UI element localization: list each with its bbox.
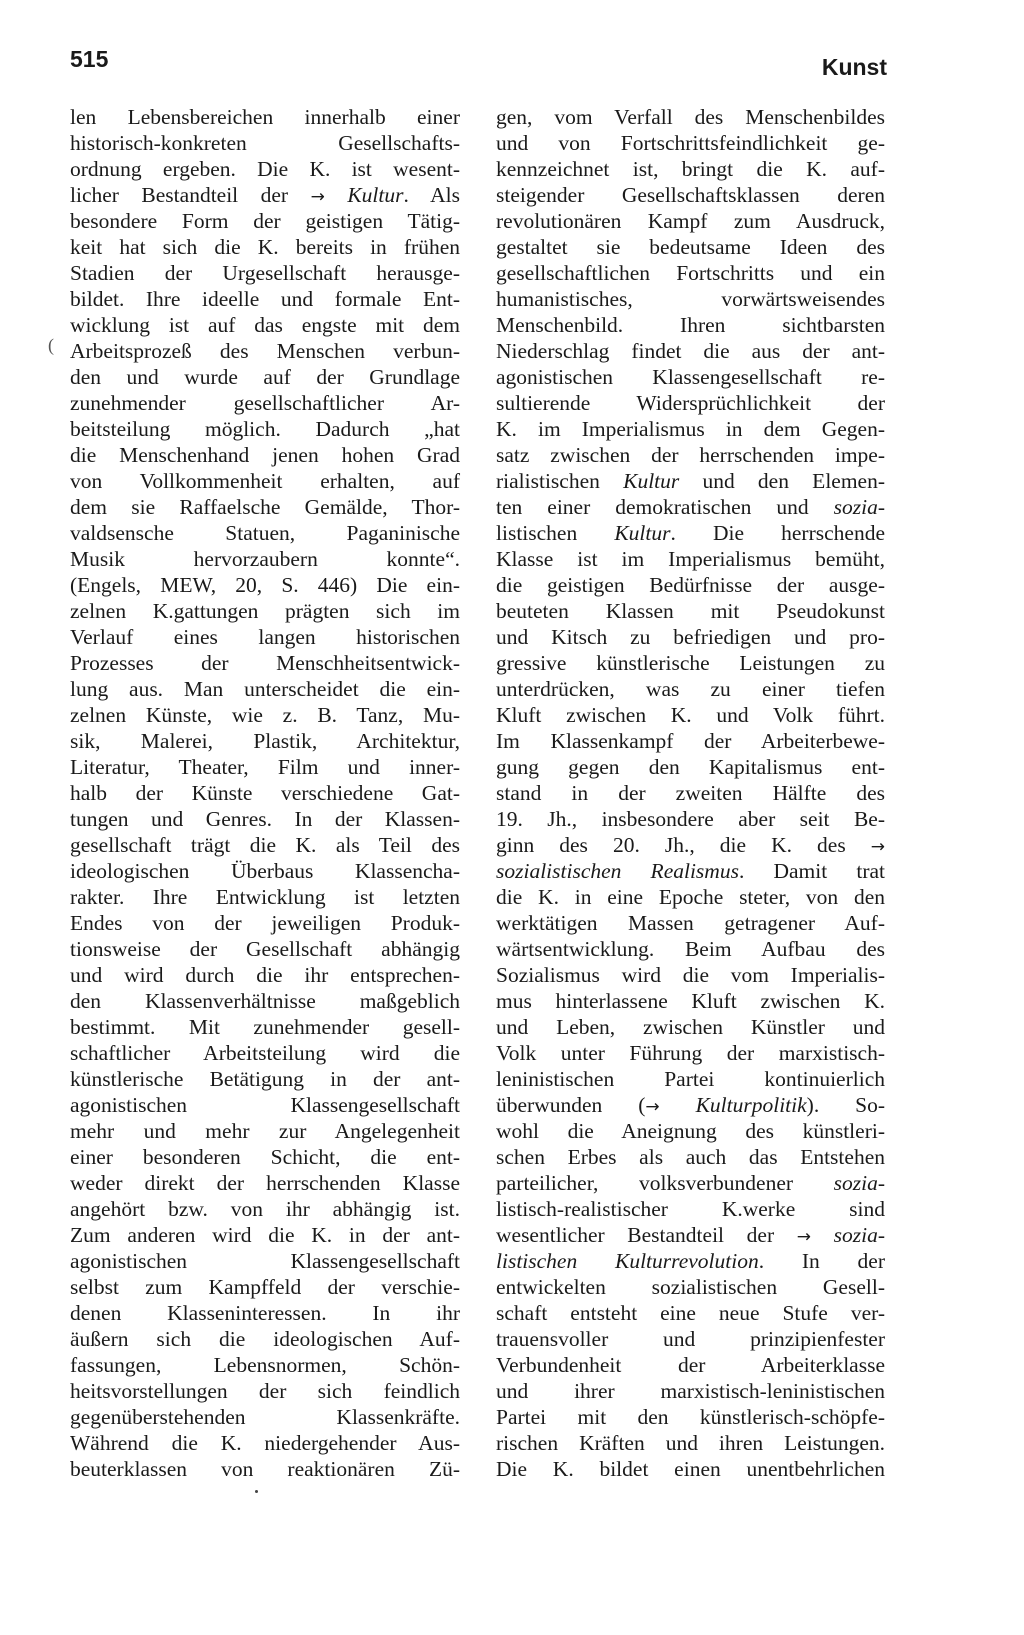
text-line: licher Bestandteil der → Kultur. Als: [70, 183, 461, 207]
text-line: und Kitsch zu befriedigen und pro-: [496, 625, 885, 649]
text-line: Stadien der Urgesellschaft herausge-: [70, 261, 460, 285]
text-line: halb der Künste verschiedene Gat-: [70, 781, 460, 805]
text-line: Niederschlag findet die aus der ant-: [496, 339, 885, 363]
text-line: gung gegen den Kapitalismus ent-: [496, 755, 885, 779]
text-line: schaftlicher Arbeitsteilung wird die: [70, 1041, 460, 1065]
text-line: (Engels, MEW, 20, S. 446) Die ein-: [70, 573, 460, 597]
text-line: revolutionären Kampf zum Ausdruck,: [496, 209, 885, 233]
text-line: agonistischen Klassengesellschaft re-: [496, 365, 885, 389]
text-line: lung aus. Man unterscheidet die ein-: [70, 677, 460, 701]
text-line: die geistigen Bedürfnisse der ausge-: [496, 573, 885, 597]
text-line: agonistischen Klassengesellschaft: [70, 1249, 460, 1273]
text-line: wicklung ist auf das engste mit dem: [70, 313, 460, 337]
text-line: mus hinterlassene Kluft zwischen K.: [496, 989, 885, 1013]
text-line: mehr und mehr zur Angelegenheit: [70, 1119, 460, 1143]
text-line: rialistischen Kultur und den Elemen-: [496, 469, 886, 493]
text-line: sozialistischen Realismus. Damit trat: [496, 859, 885, 883]
text-line: einer besonderen Schicht, die ent-: [70, 1145, 460, 1169]
print-speck: [255, 1490, 258, 1493]
text-line: wärtsentwicklung. Beim Aufbau des: [496, 937, 885, 961]
text-line: besondere Form der geistigen Tätig-: [70, 209, 460, 233]
text-line: angehört bzw. von ihr abhängig ist.: [70, 1197, 460, 1221]
text-line: gen, vom Verfall des Menschenbildes: [496, 105, 885, 129]
text-line: bestimmt. Mit zunehmender gesell-: [70, 1015, 460, 1039]
page-number: 515: [70, 46, 109, 72]
text-line: ordnung ergeben. Die K. ist wesent-: [70, 157, 460, 181]
text-line: und Leben, zwischen Künstler und: [496, 1015, 885, 1039]
text-line: gesellschaftlichen Fortschritts und ein: [496, 261, 885, 285]
text-line: unterdrücken, was zu einer tiefen: [496, 677, 885, 701]
text-line: beuteten Klassen mit Pseudokunst: [496, 599, 885, 623]
text-line: zelnen Künste, wie z. B. Tanz, Mu-: [70, 703, 460, 727]
text-line: kennzeichnet ist, bringt die K. auf-: [496, 157, 885, 181]
text-line: gesellschaft trägt die K. als Teil des: [70, 833, 460, 857]
text-line: Partei mit den künstlerisch-schöpfe-: [496, 1405, 885, 1429]
text-line: die K. in eine Epoche steter, von den: [496, 885, 885, 909]
text-line: selbst zum Kampffeld der verschie-: [70, 1275, 460, 1299]
text-line: rischen Kräften und ihren Leistungen.: [496, 1431, 885, 1455]
text-line: schaft entsteht eine neue Stufe ver-: [496, 1301, 885, 1325]
text-line: gegenüberstehenden Klassenkräfte.: [70, 1405, 460, 1429]
text-line: gestaltet sie bedeutsame Ideen des: [496, 235, 885, 259]
text-line: Sozialismus wird die vom Imperialis-: [496, 963, 885, 987]
text-line: die Menschenhand jenen hohen Grad: [70, 443, 460, 467]
text-line: schen Erbes als auch das Entstehen: [496, 1145, 885, 1169]
text-line: werktätigen Massen getragener Auf-: [496, 911, 885, 935]
text-line: beuterklassen von reaktionären Zü-: [70, 1457, 460, 1481]
text-line: len Lebensbereichen innerhalb einer: [70, 105, 460, 129]
text-line: Literatur, Theater, Film und inner-: [70, 755, 460, 779]
text-line: historisch-konkreten Gesellschafts-: [70, 131, 460, 155]
text-line: listisch-realistischer K.werke sind: [496, 1197, 885, 1221]
text-line: und ihrer marxistisch-leninistischen: [496, 1379, 885, 1403]
text-line: Zum anderen wird die K. in der ant-: [70, 1223, 460, 1247]
text-line: Menschenbild. Ihren sichtbarsten: [496, 313, 885, 337]
text-line: tionsweise der Gesellschaft abhängig: [70, 937, 460, 961]
text-line: Verlauf eines langen historischen: [70, 625, 460, 649]
text-line: satz zwischen der herrschenden impe-: [496, 443, 885, 467]
text-line: Die K. bildet einen unentbehrlichen: [496, 1457, 885, 1481]
text-line: den und wurde auf der Grundlage: [70, 365, 460, 389]
text-line: heitsvorstellungen der sich feindlich: [70, 1379, 460, 1403]
text-line: rakter. Ihre Entwicklung ist letzten: [70, 885, 460, 909]
text-line: Musik hervorzaubern konnte“.: [70, 547, 460, 571]
running-head: Kunst: [821, 54, 887, 80]
text-line: beitsteilung möglich. Dadurch „hat: [70, 417, 460, 441]
text-line: Volk unter Führung der marxistisch-: [496, 1041, 885, 1065]
text-line: ten einer demokratischen und sozia-: [496, 495, 885, 519]
text-line: Prozesses der Menschheitsentwick-: [70, 651, 460, 675]
text-line: Arbeitsprozeß des Menschen verbun-: [70, 339, 460, 363]
text-line: 19. Jh., insbesondere aber seit Be-: [496, 807, 885, 831]
left-column: [70, 104, 460, 1482]
text-line: wohl die Aneignung des künstleri-: [496, 1119, 885, 1143]
text-line: stand in der zweiten Hälfte des: [496, 781, 885, 805]
text-line: entwickelten sozialistischen Gesell-: [496, 1275, 885, 1299]
text-line: steigender Gesellschaftsklassen deren: [496, 183, 885, 207]
text-line: Im Klassenkampf der Arbeiterbewe-: [496, 729, 885, 753]
text-line: leninistischen Partei kontinuierlich: [496, 1067, 885, 1091]
text-line: valdsensche Statuen, Paganinische: [70, 521, 460, 545]
text-line: und von Fortschrittsfeindlichkeit ge-: [496, 131, 885, 155]
text-line: sik, Malerei, Plastik, Architektur,: [70, 729, 460, 753]
text-line: zelnen K.gattungen prägten sich im: [70, 599, 460, 623]
text-line: tungen und Genres. In der Klassen-: [70, 807, 460, 831]
text-line: agonistischen Klassengesellschaft: [70, 1093, 460, 1117]
text-line: denen Klasseninteressen. In ihr: [70, 1301, 460, 1325]
text-line: keit hat sich die K. bereits in frühen: [70, 235, 460, 259]
text-line: Endes von der jeweiligen Produk-: [70, 911, 460, 935]
text-line: listischen Kulturrevolution. In der: [496, 1249, 885, 1273]
text-line: Verbundenheit der Arbeiterklasse: [496, 1353, 885, 1377]
text-line: sultierende Widersprüchlichkeit der: [496, 391, 885, 415]
text-line: ideologischen Überbaus Klassencha-: [70, 859, 460, 883]
text-line: K. im Imperialismus in dem Gegen-: [496, 417, 885, 441]
text-line: humanistisches, vorwärtsweisendes: [496, 287, 885, 311]
text-line: gressive künstlerische Leistungen zu: [496, 651, 885, 675]
right-column: [496, 104, 885, 1482]
text-line: von Vollkommenheit erhalten, auf: [70, 469, 460, 493]
text-line: Während die K. niedergehender Aus-: [70, 1431, 460, 1455]
text-line: den Klassenverhältnisse maßgeblich: [70, 989, 460, 1013]
text-line: Klasse ist im Imperialismus bemüht,: [496, 547, 885, 571]
text-line: fassungen, Lebensnormen, Schön-: [70, 1353, 460, 1377]
text-line: dem sie Raffaelsche Gemälde, Thor-: [70, 495, 460, 519]
text-line: trauensvoller und prinzipienfester: [496, 1327, 885, 1351]
text-line: Kluft zwischen K. und Volk führt.: [496, 703, 885, 727]
text-line: äußern sich die ideologischen Auf-: [70, 1327, 460, 1351]
text-line: überwunden (→ Kulturpolitik). So-: [496, 1093, 885, 1117]
text-line: weder direkt der herrschenden Klasse: [70, 1171, 460, 1195]
margin-mark: (: [48, 335, 54, 355]
text-line: bildet. Ihre ideelle und formale Ent-: [70, 287, 460, 311]
text-line: und wird durch die ihr entsprechen-: [70, 963, 460, 987]
text-line: ginn des 20. Jh., die K. des →: [496, 833, 885, 857]
text-line: wesentlicher Bestandteil der → sozia-: [496, 1223, 886, 1247]
text-line: listischen Kultur. Die herrschende: [496, 521, 885, 545]
text-line: künstlerische Betätigung in der ant-: [70, 1067, 460, 1091]
text-line: parteilicher, volksverbundener sozia-: [496, 1171, 885, 1195]
text-line: zunehmender gesellschaftlicher Ar-: [70, 391, 460, 415]
